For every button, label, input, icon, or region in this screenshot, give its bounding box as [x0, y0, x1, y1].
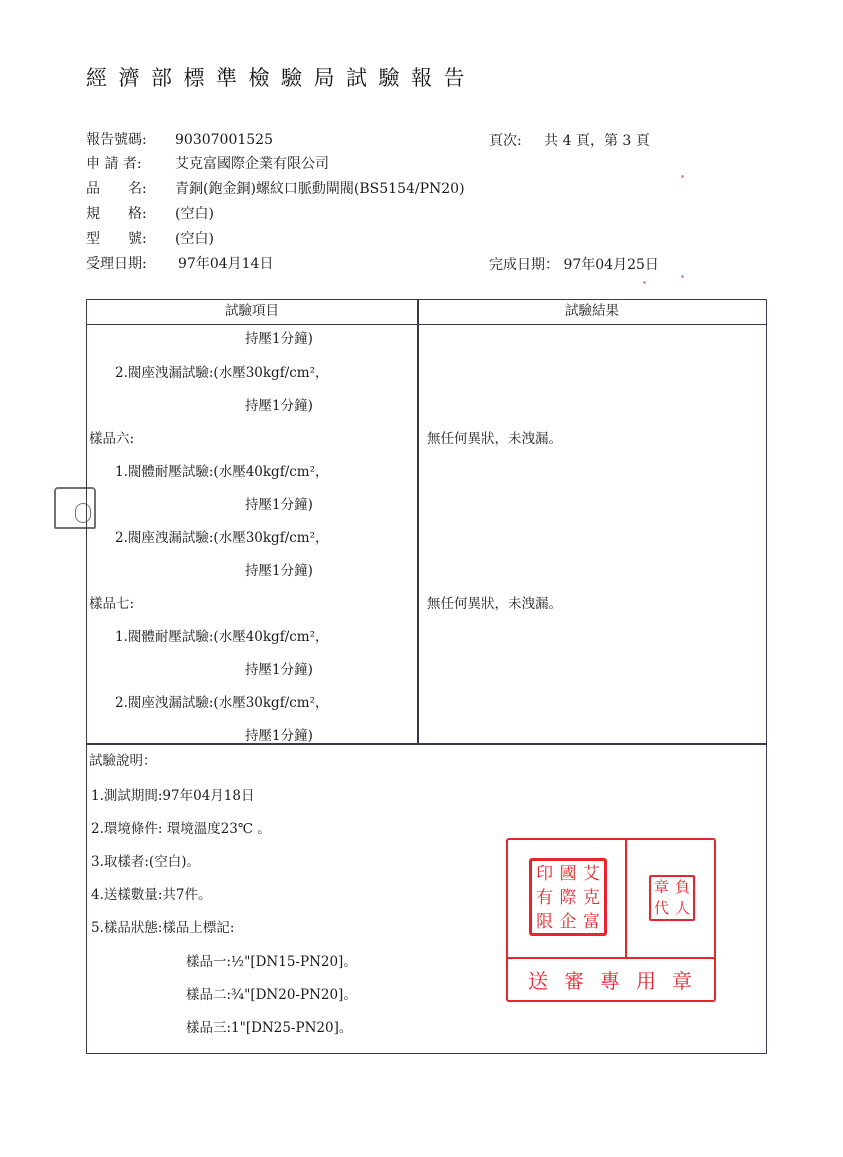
completed-date-label: 完成日期： — [489, 257, 559, 273]
table-row: 持壓1分鐘) — [245, 662, 313, 678]
table-result: 無任何異狀，未洩漏。 — [427, 431, 562, 447]
sample-marking: 樣品一:½"[DN15-PN20]。 — [186, 954, 357, 970]
table-row: 2.閥座洩漏試驗:(水壓30kgf/cm²， — [115, 530, 329, 546]
report-no-label: 報告號碼: — [86, 132, 147, 148]
table-row: 1.閥體耐壓試驗:(水壓40kgf/cm²， — [115, 464, 329, 480]
table-row: 2.閥座洩漏試驗:(水壓30kgf/cm²， — [115, 365, 329, 381]
seal-char: 人 — [674, 899, 690, 917]
page-label: 頁次: — [489, 133, 522, 149]
seal-char: 艾 — [582, 864, 600, 884]
table-row: 持壓1分鐘) — [245, 331, 313, 347]
received-date: 97年04月14日 — [178, 256, 274, 272]
table-row: 持壓1分鐘) — [245, 497, 313, 513]
table-row-sample: 樣品七: — [89, 596, 135, 612]
received-date-label: 受理日期: — [86, 256, 147, 272]
table-row: 持壓1分鐘) — [245, 563, 313, 579]
stamp-divider-horizontal — [508, 957, 714, 959]
stamp-caption: 送審專用章 — [528, 969, 708, 993]
seal-char: 企 — [559, 912, 577, 932]
seal-char: 有 — [536, 888, 554, 908]
applicant-label: 申 請 者: — [86, 156, 142, 172]
page-count: 共 4 頁，第 3 頁 — [544, 133, 650, 149]
note-item: 2.環境條件: 環境溫度23℃ 。 — [91, 821, 271, 837]
note-item: 4.送樣數量:共7件。 — [91, 887, 212, 903]
table-row: 2.閥座洩漏試驗:(水壓30kgf/cm²， — [115, 695, 329, 711]
notes-heading: 試驗說明： — [89, 753, 157, 769]
stamp-divider-vertical — [625, 840, 627, 957]
document-title: 經濟部標準檢驗局試驗報告 — [86, 66, 476, 90]
note-item: 3.取樣者:(空白)。 — [91, 854, 200, 870]
seal-char: 印 — [536, 864, 554, 884]
report-meta — [86, 130, 506, 290]
report-no: 90307001525 — [175, 132, 273, 148]
note-item: 5.樣品狀態:樣品上標記: — [91, 920, 235, 936]
spec-value: (空白) — [175, 206, 214, 222]
completed-date: 97年04月25日 — [563, 257, 659, 273]
scan-artifact — [681, 175, 684, 178]
col-header-item: 試驗項目 — [225, 303, 279, 319]
col-header-result: 試驗結果 — [565, 303, 619, 319]
seal-char: 限 — [536, 912, 554, 932]
seal-char: 負 — [674, 878, 690, 896]
review-stamp — [506, 838, 716, 1002]
company-seal-icon — [529, 858, 607, 936]
seal-char: 國 — [559, 864, 577, 884]
section-divider — [87, 743, 766, 745]
seal-char: 克 — [582, 888, 600, 908]
model-value: (空白) — [175, 231, 214, 247]
table-header — [87, 300, 766, 325]
table-result: 無任何異狀，未洩漏。 — [427, 596, 562, 612]
page-info — [489, 130, 650, 150]
table-row: 持壓1分鐘) — [245, 398, 313, 414]
seal-char: 代 — [653, 899, 669, 917]
table-row: 1.閥體耐壓試驗:(水壓40kgf/cm²， — [115, 629, 329, 645]
spec-label: 規 格: — [86, 206, 147, 222]
completed-date-info — [489, 254, 659, 274]
product-name: 青銅(鉋金銅)螺紋口脈動閘閥(BS5154/PN20) — [175, 181, 465, 197]
seal-char: 富 — [582, 912, 600, 932]
seal-char: 章 — [653, 878, 669, 896]
representative-seal-icon — [649, 875, 695, 921]
column-divider — [417, 300, 419, 744]
seal-char: 際 — [559, 888, 577, 908]
table-row: 持壓1分鐘) — [245, 728, 313, 744]
sample-marking: 樣品三:1"[DN25-PN20]。 — [186, 1020, 353, 1036]
scan-artifact — [643, 281, 646, 284]
note-item: 1.測試期間:97年04月18日 — [91, 788, 255, 804]
scan-artifact — [681, 275, 684, 278]
sample-marking: 樣品二:¾"[DN20-PN20]。 — [186, 987, 357, 1003]
applicant: 艾克富國際企業有限公司 — [175, 156, 329, 172]
table-row-sample: 樣品六: — [89, 431, 135, 447]
product-label: 品 名: — [86, 181, 147, 197]
model-label: 型 號: — [86, 231, 147, 247]
